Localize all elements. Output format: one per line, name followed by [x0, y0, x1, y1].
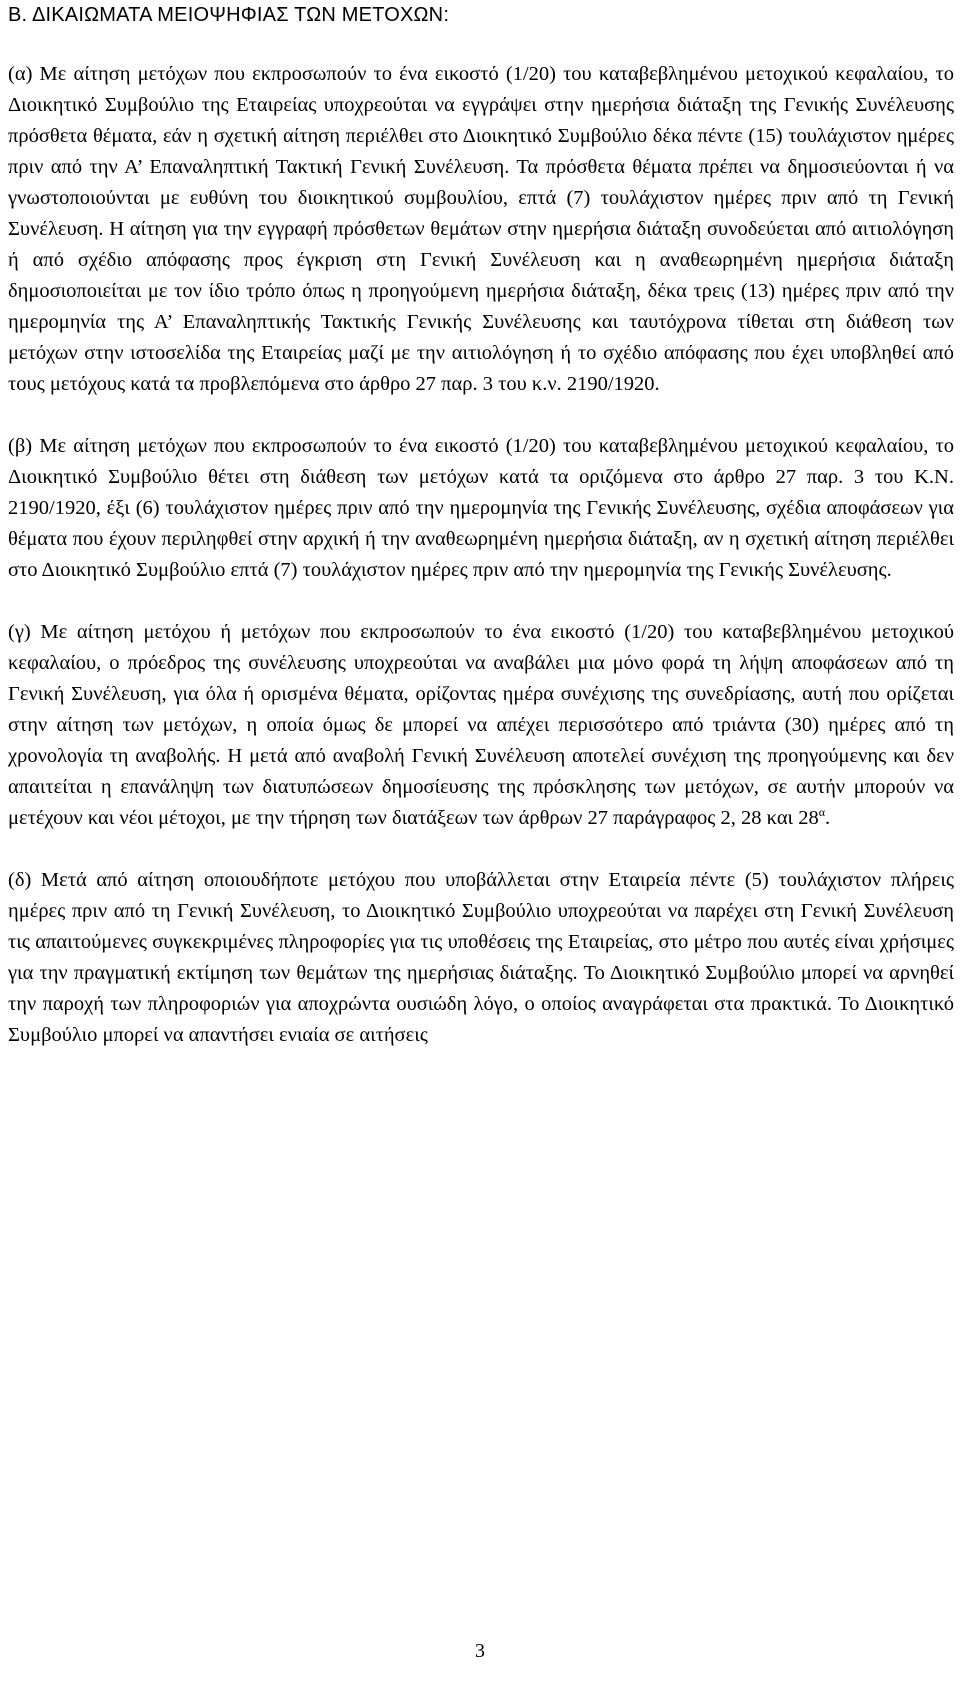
section-heading: Β. ΔΙΚΑΙΩΜΑΤΑ ΜΕΙΟΨΗΦΙΑΣ ΤΩΝ ΜΕΤΟΧΩΝ: [8, 4, 450, 26]
paragraph-b: (β) Με αίτηση μετόχων που εκπροσωπούν το ένα εικοστό (1/20) του καταβεβλημένου μετοχικού κεφαλαίου, το Διοικητικό Συμβούλιο θέτει στη διάθεση των μετόχων κατά τα οριζόμενα στο άρθρο 27 παρ. 3 του Κ.Ν. 2190/1920, έξι (6) τουλάχιστον ημέρες πριν από την ημερομηνία της Γενικής Συνέλευσης, σχέδια αποφάσεων για θέματα που έχουν περιληφθεί στην αρχική ή την αναθεωρημένη ημερήσια διάταξη, αν η σχετική αίτηση περιέλθει στο Διοικητικό Συμβούλιο επτά (7) τουλάχιστον ημέρες πριν από την ημερομηνία της Γενικής Συνέλευσης. [8, 435, 954, 581]
superscript-alpha: α [818, 805, 825, 820]
paragraph-d: (δ) Μετά από αίτηση οποιουδήποτε μετόχου που υποβάλλεται στην Εταιρεία πέντε (5) τουλάχιστον πλήρεις ημέρες πριν από τη Γενική Συνέλευση, το Διοικητικό Συμβούλιο υποχρεούται να παρέχει στη Γενική Συνέλευση τις απαιτούμενες συγκεκριμένες πληροφορίες για τις υποθέσεις της Εταιρείας, στο μέτρο που αυτές είναι χρήσιμες για την πραγματική εκτίμηση των θεμάτων της ημερήσιας διάταξης. Το Διοικητικό Συμβούλιο μπορεί να αρνηθεί την παροχή των πληροφοριών για αποχρώντα ουσιώδη λόγο, ο οποίος αναγράφεται στα πρακτικά. Το Διοικητικό Συμβούλιο μπορεί να απαντήσει ενιαία σε αιτήσεις [8, 869, 954, 1046]
document-page [8, 0, 954, 1051]
paragraph-c-text: (γ) Με αίτηση μετόχου ή μετόχων που εκπροσωπούν το ένα εικοστό (1/20) του καταβεβλημένου μετοχικού κεφαλαίου, ο πρόεδρος της συνέλευσης υποχρεούται να αναβάλει μια μόνο φορά τη λήψη αποφάσεων από τη Γενική Συνέλευση, για όλα ή ορισμένα θέματα, ορίζοντας ημέρα συνέχισης της συνεδρίασης, αυτή που ορίζεται στην αίτηση των μετόχων, η οποία όμως δε μπορεί να απέχει περισσότερο από τριάντα (30) ημέρες από τη χρονολογία τη αναβολής. Η μετά από αναβολή Γενική Συνέλευση αποτελεί συνέχιση της προηγούμενης και δεν απαιτείται η επανάληψη των διατυπώσεων δημοσίευσης της πρόσκλησης των μετόχων, σε αυτήν μπορούν να μετέχουν και νέοι μέτοχοι, με την τήρηση των διατάξεων των άρθρων 27 παράγραφος 2, 28 και 28 [8, 621, 954, 829]
paragraph-c-end: . [825, 807, 831, 829]
paragraph-c [8, 617, 954, 834]
paragraph-a: (α) Με αίτηση μετόχων που εκπροσωπούν το ένα εικοστό (1/20) του καταβεβλημένου μετοχικού κεφαλαίου, το Διοικητικό Συμβούλιο της Εταιρείας υποχρεούται να εγγράψει στην ημερήσια διάταξη της Γενικής Συνέλευσης πρόσθετα θέματα, εάν η σχετική αίτηση περιέλθει στο Διοικητικό Συμβούλιο δέκα πέντε (15) τουλάχιστον ημέρες πριν από την Α’ Επαναληπτική Τακτική Γενική Συνέλευση. Τα πρόσθετα θέματα πρέπει να δημοσιεύονται ή να γνωστοποιούνται με ευθύνη του διοικητικού συμβουλίου, επτά (7) τουλάχιστον ημέρες πριν από τη Γενική Συνέλευση. Η αίτηση για την εγγραφή πρόσθετων θεμάτων στην ημερήσια διάταξη συνοδεύεται από αιτιολόγηση ή από σχέδιο απόφασης προς έγκριση στη Γενική Συνέλευση και η αναθεωρημένη ημερήσια διάταξη δημοσιοποιείται με τον ίδιο τρόπο όπως η προηγούμενη ημερήσια διάταξη, δέκα τρεις (13) ημέρες πριν από την ημερομηνία της Α’ Επαναληπτικής Τακτικής Γενικής Συνέλευσης και ταυτόχρονα τίθεται στη διάθεση των μετόχων στην ιστοσελίδα της Εταιρείας μαζί με την αιτιολόγηση ή το σχέδιο απόφασης που έχει υποβληθεί από τους μετόχους κατά τα προβλεπόμενα στο άρθρο 27 παρ. 3 του κ.ν. 2190/1920. [8, 63, 954, 395]
page-number: 3 [475, 1640, 485, 1662]
